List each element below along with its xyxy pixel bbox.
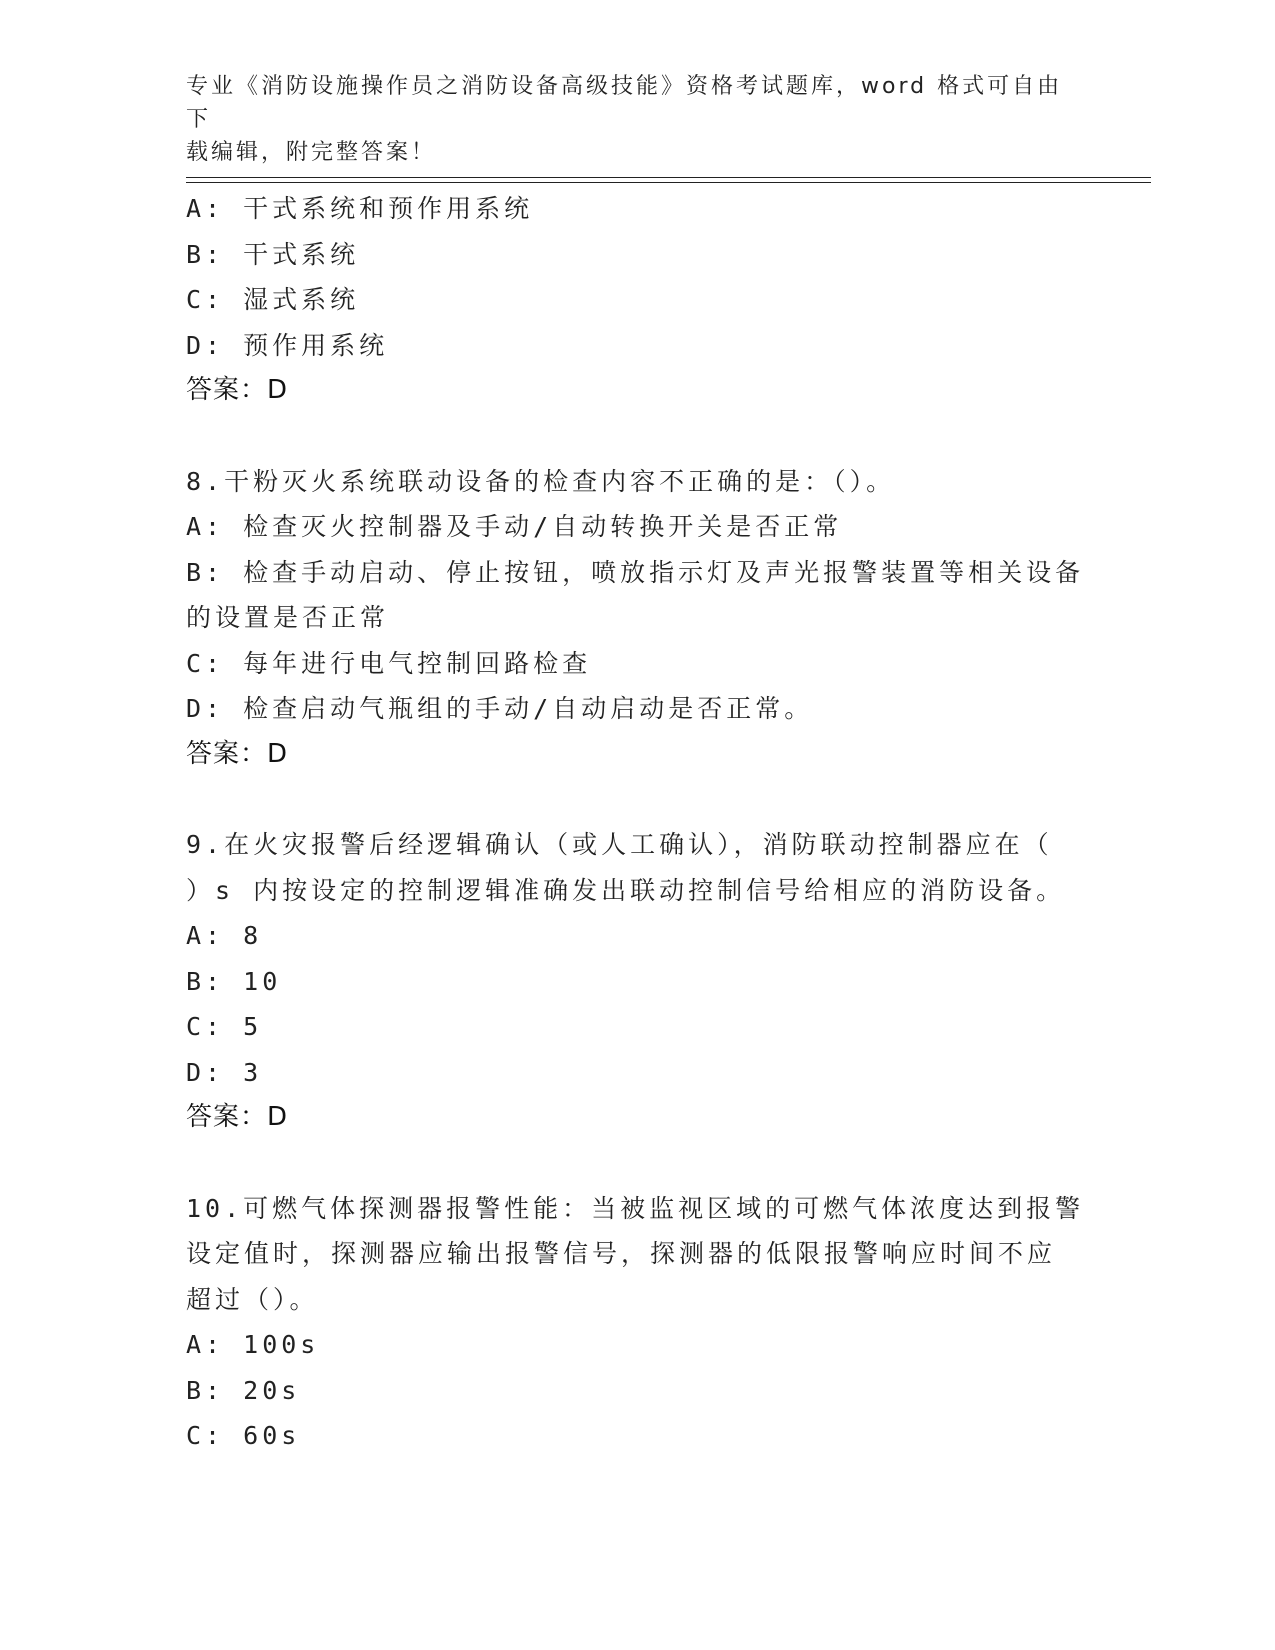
question-stem: 8.干粉灭火系统联动设备的检查内容不正确的是：（）。 [186, 466, 896, 496]
question-7 [186, 186, 1086, 414]
header-line-1: 专业《消防设施操作员之消防设备高级技能》资格考试题库，word 格式可自由下 [186, 74, 1063, 132]
question-10 [186, 1186, 1086, 1459]
option-b-continued: 的设置是否正常 [186, 603, 390, 632]
option-b: B: 20s [186, 1375, 301, 1405]
header-divider-top [186, 177, 1151, 178]
option-c: C: 60s [186, 1421, 301, 1450]
question-stem-line-3: 超过（）。 [186, 1284, 319, 1314]
answer: 答案：D [186, 738, 289, 769]
option-d: D: 预作用系统 [186, 330, 389, 360]
option-b: B: 干式系统 [186, 239, 360, 269]
question-stem-line-2: 设定值时，探测器应输出报警信号，探测器的低限报警响应时间不应 [186, 1239, 1057, 1268]
question-stem-line-1: 9.在火灾报警后经逻辑确认（或人工确认），消防联动控制器应在（ [186, 830, 1053, 859]
option-b: B: 检查手动启动、停止按钮，喷放指示灯及声光报警装置等相关设备 [186, 557, 1085, 587]
option-c: C: 每年进行电气控制回路检查 [186, 648, 592, 678]
header-line-2: 载编辑，附完整答案！ [186, 140, 437, 165]
option-d: D: 3 [186, 1057, 263, 1087]
question-content [186, 186, 1086, 1459]
option-a: A: 干式系统和预作用系统 [186, 194, 534, 223]
answer: 答案：D [186, 1102, 289, 1132]
question-9 [186, 822, 1086, 1141]
answer: 答案：D [186, 375, 289, 405]
option-c: C: 5 [186, 1012, 263, 1041]
option-a: A: 检查灭火控制器及手动/自动转换开关是否正常 [186, 512, 843, 541]
option-d: D: 检查启动气瓶组的手动/自动启动是否正常。 [186, 694, 814, 723]
option-a: A: 8 [186, 921, 263, 950]
document-header [186, 70, 1066, 169]
header-divider-bottom [186, 182, 1151, 183]
option-a: A: 100s [186, 1330, 320, 1359]
question-stem-line-2: ）s 内按设定的控制逻辑准确发出联动控制信号给相应的消防设备。 [186, 875, 1066, 905]
option-b: B: 10 [186, 966, 282, 996]
question-8 [186, 459, 1086, 778]
question-stem-line-1: 10.可燃气体探测器报警性能：当被监视区域的可燃气体浓度达到报警 [186, 1193, 1085, 1223]
option-c: C: 湿式系统 [186, 285, 360, 314]
